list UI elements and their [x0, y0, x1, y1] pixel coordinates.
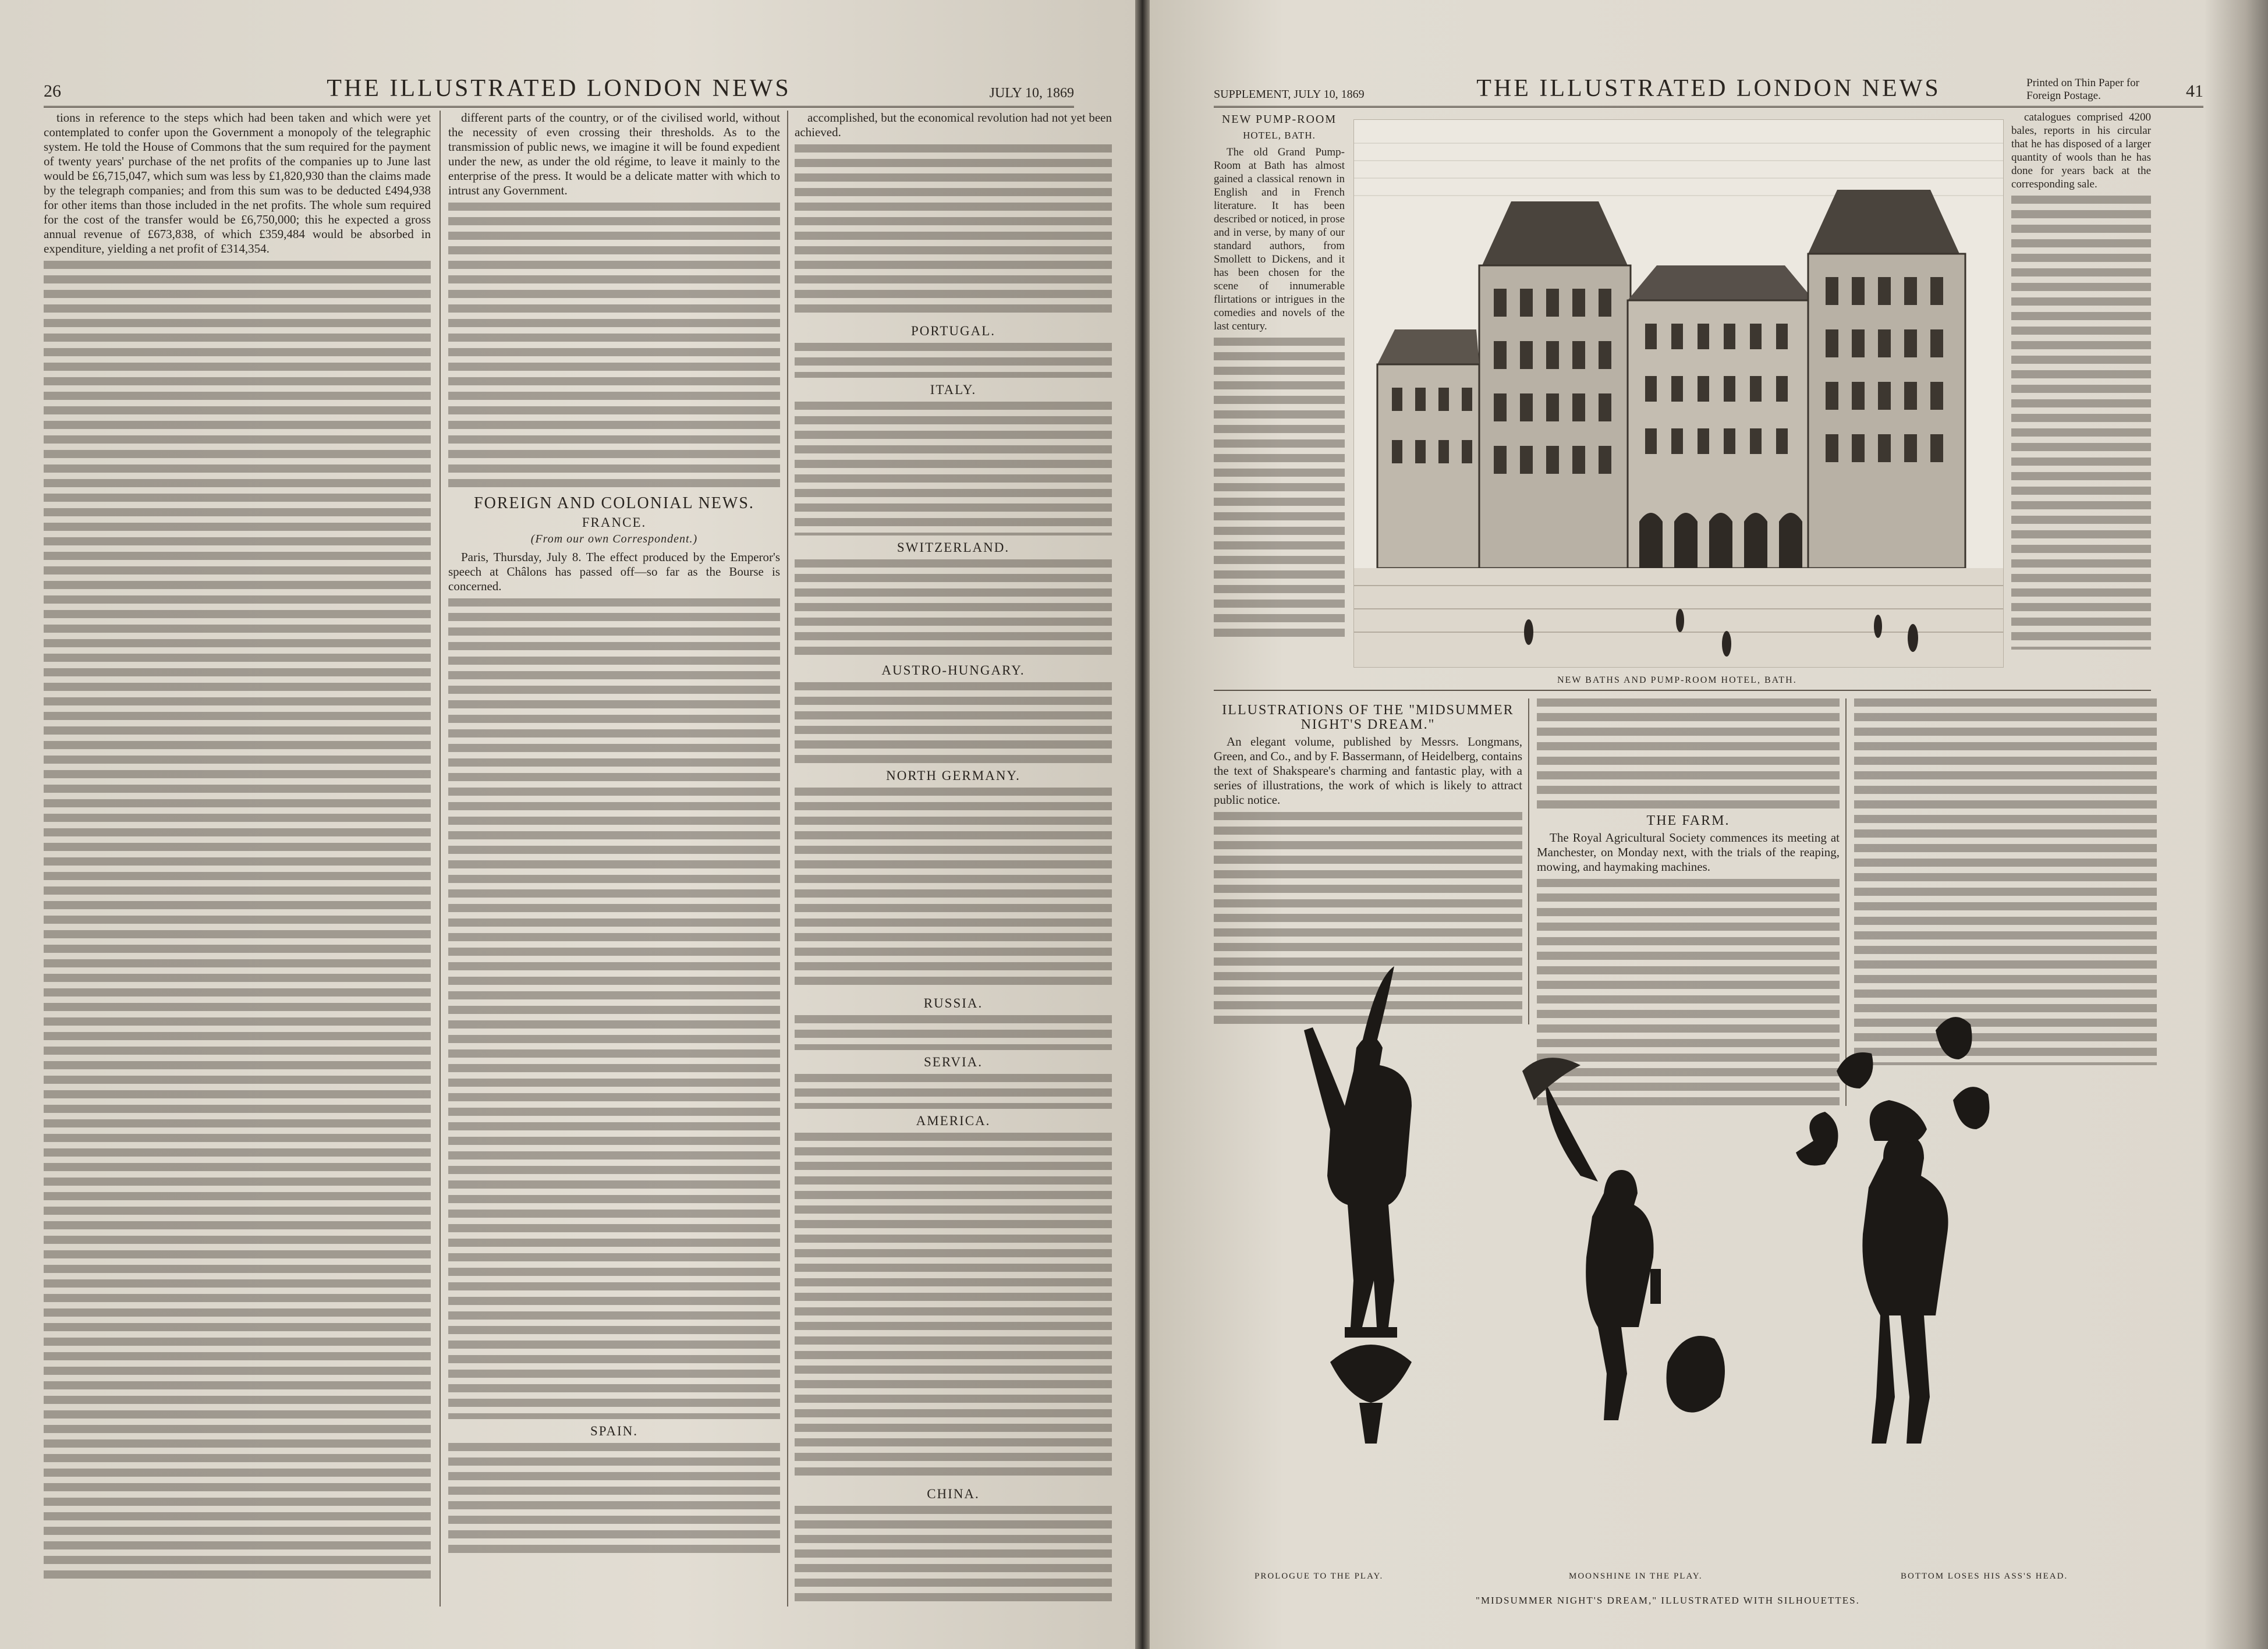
foreign-news-heading: FOREIGN AND COLONIAL NEWS. — [474, 494, 754, 512]
column-3-text: accomplished, but the economical revolution had not yet been achieved. — [795, 111, 1112, 139]
pump-room-engraving — [1353, 119, 2004, 668]
wool-sales-text: catalogues comprised 4200 bales, reports in his circular that he has disposed of a larger quantity of wools than he has done for years back at the corresponding sale. — [2011, 111, 2151, 190]
page-number: 41 — [2186, 81, 2203, 101]
body-text-block — [44, 261, 431, 1582]
midsummer-text: An elegant volume, published by Messrs. Longmans, Green, and Co., and by F. Bassermann, of Heidelberg, contains the text of Shakspeare's charming and fantastic play, with a series of illustrations, the work of which is likely to attract public notice. — [1214, 735, 1522, 807]
switzerland-heading: SWITZERLAND. — [896, 540, 1010, 555]
body-text-block — [795, 788, 1112, 991]
body-text-block — [795, 682, 1112, 764]
body-text-block — [795, 1506, 1112, 1607]
silhouette-illustrations — [1220, 955, 2163, 1560]
supplement-date: SUPPLEMENT, JULY 10, 1869 — [1214, 88, 1365, 101]
china-heading: CHINA. — [927, 1487, 980, 1501]
body-text-block — [448, 1443, 780, 1559]
france-heading: FRANCE. — [582, 515, 647, 530]
column-divider — [440, 111, 441, 1607]
column-divider — [787, 111, 788, 1607]
body-text-block — [795, 1074, 1112, 1109]
printed-note — [2026, 77, 2139, 102]
silhouettes-main-caption: "MIDSUMMER NIGHT'S DREAM," ILLUSTRATED WITH SILHOUETTES. — [1476, 1595, 1860, 1606]
issue-date: JULY 10, 1869 — [989, 86, 1074, 101]
silhouette-caption-1: PROLOGUE TO THE PLAY. — [1255, 1572, 1384, 1581]
correspondent-note: (From our own Correspondent.) — [530, 533, 698, 545]
north-germany-heading: NORTH GERMANY. — [886, 768, 1020, 783]
wool-sales-column — [2011, 111, 2151, 698]
spain-heading: SPAIN. — [590, 1424, 639, 1438]
midsummer-heading: ILLUSTRATIONS OF THE "MIDSUMMER NIGHT'S DREAM." — [1222, 703, 1514, 732]
moonshine-silhouette — [1522, 1058, 1725, 1420]
pump-room-text: The old Grand Pump-Room at Bath has almost gained a classical renown in English and in French literature. It has been described or noticed, in prose and in verse, by many of our standard authors, from Smollett to Dickens, and it has been chosen for the scene of innumerable flirtations or intrigues in the comedies and novels of the last century. — [1214, 146, 1345, 332]
prologue-silhouette — [1304, 966, 1412, 1444]
farm-heading: THE FARM. — [1646, 813, 1730, 828]
pump-room-heading: NEW PUMP-ROOM — [1221, 113, 1337, 126]
france-text: Paris, Thursday, July 8. The effect produced by the Emperor's speech at Châlons has passed off—so far as the Bourse is concerned. — [448, 550, 780, 593]
austro-hungary-heading: AUSTRO-HUNGARY. — [881, 663, 1025, 678]
russia-heading: RUSSIA. — [923, 996, 983, 1010]
column-1-text: tions in reference to the steps which had been taken and which were yet contemplated to confer upon the Government a monopoly of the telegraphic system. He told the House of Commons that the sum required for the payment of twenty years' purchase of the net profits of the companies up to June last would be £6,715,047, which sum was less by £1,820,930 than the claims made by the telegraph companies; and from this sum was to be deducted £494,938 for other items than those included in the net profits. The whole sum required for the cost of the transfer would be £6,750,000; this he expected a gross annual revenue of £673,838, of which £359,484 would be absorbed in expenditure, yielding a net profit of £314,354. — [44, 111, 431, 256]
bottom-silhouette — [1796, 1017, 1990, 1444]
section-rule — [1214, 690, 2151, 691]
body-text-block — [1214, 338, 1345, 640]
body-text-block — [795, 402, 1112, 536]
printed-note-line-2: Foreign Postage. — [2026, 90, 2101, 102]
servia-heading: SERVIA. — [924, 1055, 983, 1069]
silhouette-caption-2: MOONSHINE IN THE PLAY. — [1569, 1572, 1703, 1581]
left-page-header — [44, 71, 1074, 108]
article-column-1 — [44, 111, 431, 1607]
body-text-block — [795, 1133, 1112, 1482]
page-edge-shadow — [2204, 0, 2268, 1649]
body-text-block — [795, 144, 1112, 319]
body-text-block — [448, 598, 780, 1419]
column-2-text: different parts of the country, or of the civilised world, without the necessity of even crossing their thresholds. As to the transmission of public news, we imagine it will be found expedient under the new, as under the old régime, to leave it mainly to the enterprise of the press. It would be a delicate matter with which to intrust any Government. — [448, 111, 780, 197]
pump-room-column — [1214, 111, 1345, 681]
body-text-block — [448, 203, 780, 488]
silhouette-caption-3: BOTTOM LOSES HIS ASS'S HEAD. — [1901, 1572, 2068, 1581]
body-text-block — [795, 559, 1112, 658]
printed-note-line-1: Printed on Thin Paper for — [2026, 77, 2139, 89]
body-text-block — [795, 343, 1112, 378]
masthead: THE ILLUSTRATED LONDON NEWS — [1476, 75, 1941, 102]
america-heading: AMERICA. — [916, 1113, 991, 1128]
farm-text: The Royal Agricultural Society commences its meeting at Manchester, on Monday next, with the trials of the reaping, mowing, and haymaking machines. — [1537, 831, 1840, 874]
article-column-3 — [795, 111, 1112, 1607]
right-page — [1150, 0, 2268, 1649]
engraving-caption: NEW BATHS AND PUMP-ROOM HOTEL, BATH. — [1557, 675, 1797, 685]
body-text-block — [795, 1015, 1112, 1050]
portugal-heading: PORTUGAL. — [910, 324, 996, 338]
masthead: THE ILLUSTRATED LONDON NEWS — [327, 75, 791, 102]
article-column-2 — [448, 111, 780, 1607]
page-number: 26 — [44, 81, 61, 101]
pump-room-subheading: HOTEL, BATH. — [1243, 130, 1316, 141]
body-text-block — [2011, 196, 2151, 650]
right-page-header — [1214, 71, 2203, 108]
italy-heading: ITALY. — [930, 382, 977, 397]
book-gutter — [1135, 0, 1150, 1649]
body-text-block — [1537, 698, 1840, 809]
